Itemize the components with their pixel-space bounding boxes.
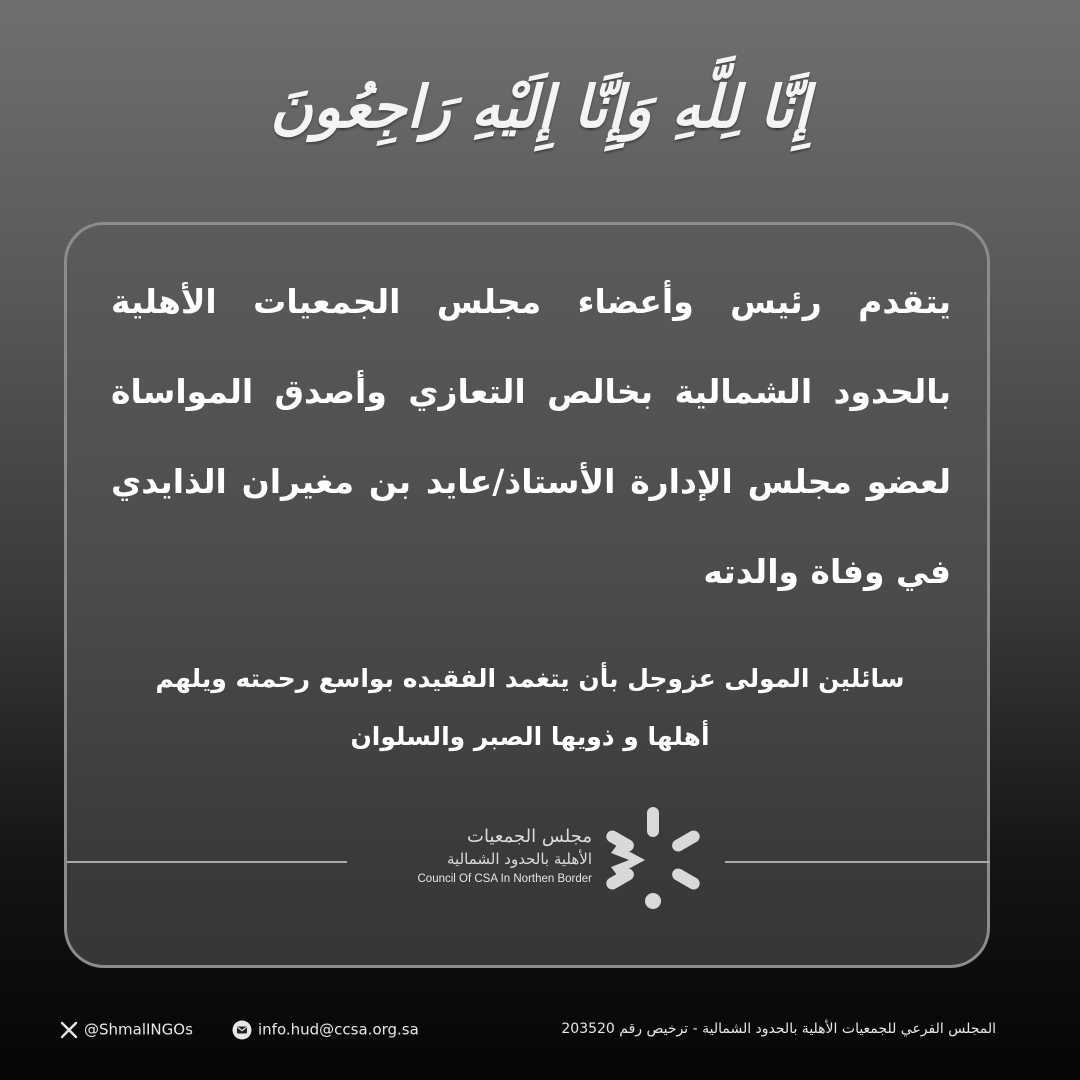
asterisk-person-logo-icon bbox=[597, 805, 707, 915]
prayer-message bbox=[107, 650, 953, 766]
x-logo-icon bbox=[60, 1021, 78, 1039]
footer-twitter[interactable] bbox=[60, 1016, 193, 1042]
email-address: info.hud@ccsa.org.sa bbox=[258, 1020, 419, 1039]
council-logo bbox=[387, 805, 707, 915]
condolence-card bbox=[64, 222, 990, 968]
envelope-icon bbox=[232, 1020, 252, 1040]
prayer-line-2: أهلها و ذويها الصبر والسلوان bbox=[350, 722, 710, 751]
council-name-ar: مجلس الجمعيات bbox=[467, 826, 592, 847]
footer bbox=[60, 1016, 1000, 1042]
twitter-handle: @ShmalINGOs bbox=[84, 1020, 193, 1039]
condolence-calligraphy: إِنَّا لِلَّهِ وَإِنَّا إِلَيْهِ رَاجِعُونَ bbox=[270, 73, 810, 141]
footer-license: المجلس الفرعي للجمعيات الأهلية بالحدود الشمالية - ترخيص رقم 203520 bbox=[561, 1021, 996, 1037]
council-subtitle-ar: الأهلية بالحدود الشمالية bbox=[447, 850, 592, 868]
council-name-en: Council Of CSA In Northen Border bbox=[417, 873, 592, 885]
prayer-line-1: سائلين المولى عزوجل بأن يتغمد الفقيده بواسع رحمته ويلهم bbox=[155, 664, 905, 693]
footer-email[interactable] bbox=[232, 1016, 419, 1042]
condolence-message: يتقدم رئيس وأعضاء مجلس الجمعيات الأهلية بالحدود الشمالية بخالص التعازي وأصدق المواساة لعضو مجلس الإدارة الأستاذ/عايد بن مغيران الذايدي في وفاة والدته bbox=[111, 282, 951, 591]
divider-left bbox=[67, 861, 347, 863]
council-logo-text bbox=[387, 825, 592, 889]
divider-right bbox=[725, 861, 990, 863]
